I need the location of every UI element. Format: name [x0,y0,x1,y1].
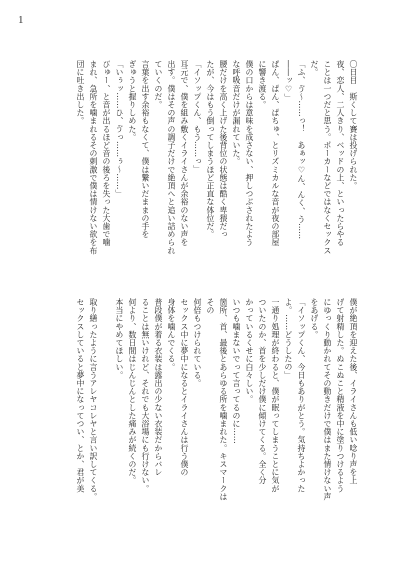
text-block-bottom: 僕が絶頂を迎えた後、イライさんも低い唸り声を上 げて射精した。ぬこぬこと精液を中に塗りつけるよう にゆっくり動かれてその動きだけで僕はまた情けない声 をあげる。 「イソップくん、今日もありがとう。気持ちよかった よ。……どうしたの」 一通り処理が終わると、僕が眠ってしまうことに気が ついたのか、首を少しだけ僕に傾けてくる。全く分 かっているくせに白々しい。 いつも噛まないでって言ってるのに…… 箇所、首、最後とあらゆる所を噛まれた。キスマークはその 何倍もつけられている。 セックス中に夢中になるとイライさんは行う僕の 身体を噛んでくる。 普段僕が着る衣装は露出の少ない衣装だからバレ ることは無いけれど、それでも大浴場にも行けない。 何より、数日間はじんじんとした痛みが続くのだ。 本当にやめてほしい。 取り繕ったように言うアレヤコレヤと言い訳してくる。 セックスしていると夢中になってつい、とか、君が美 [76,298,358,501]
text-block-top: 〇日目 斯くして賽は投げられた。 夜、恋人、二人きり、ベッドの上、といったらやる ことは一つだと思う。ポーカーなどではなくセックス だ。 「ふ、ゔ～……っ！ あぁッ♡ん、んく、う…… ――ッ♡」 ぱん、ぱん、ぱちゅ、とリズミカルな音が夜の部屋 に響き渡る。 僕の口からは意味を成さない、押しつぶされたよう な呼吸音だけが漏れていた。 腰だけを高く上げた後背位の状態は酷く卑猥だっ たが、今はもう倒ってしまうほど正直な体位だ。 「イソップくん、もう……っ」 耳元で、僕を組み敷くイライさんが余裕のない声を 出す。僕はその声の調子だけで絶頂へと追い詰められ ていくのだ。 言葉を出す余裕もなくて、僕は繋いだままの手を ぎゅうと握りしめた。 「いぅッ……ひ、ゔっ……ぅ～……」 びゅー、と音が出るほど音の後ろを失った大歯で噛 まれ、急所を噛まれるその刺激で僕は情けない欲を布 団に吐き出した。 [76,60,358,255]
page-number: 1 [18,14,24,26]
